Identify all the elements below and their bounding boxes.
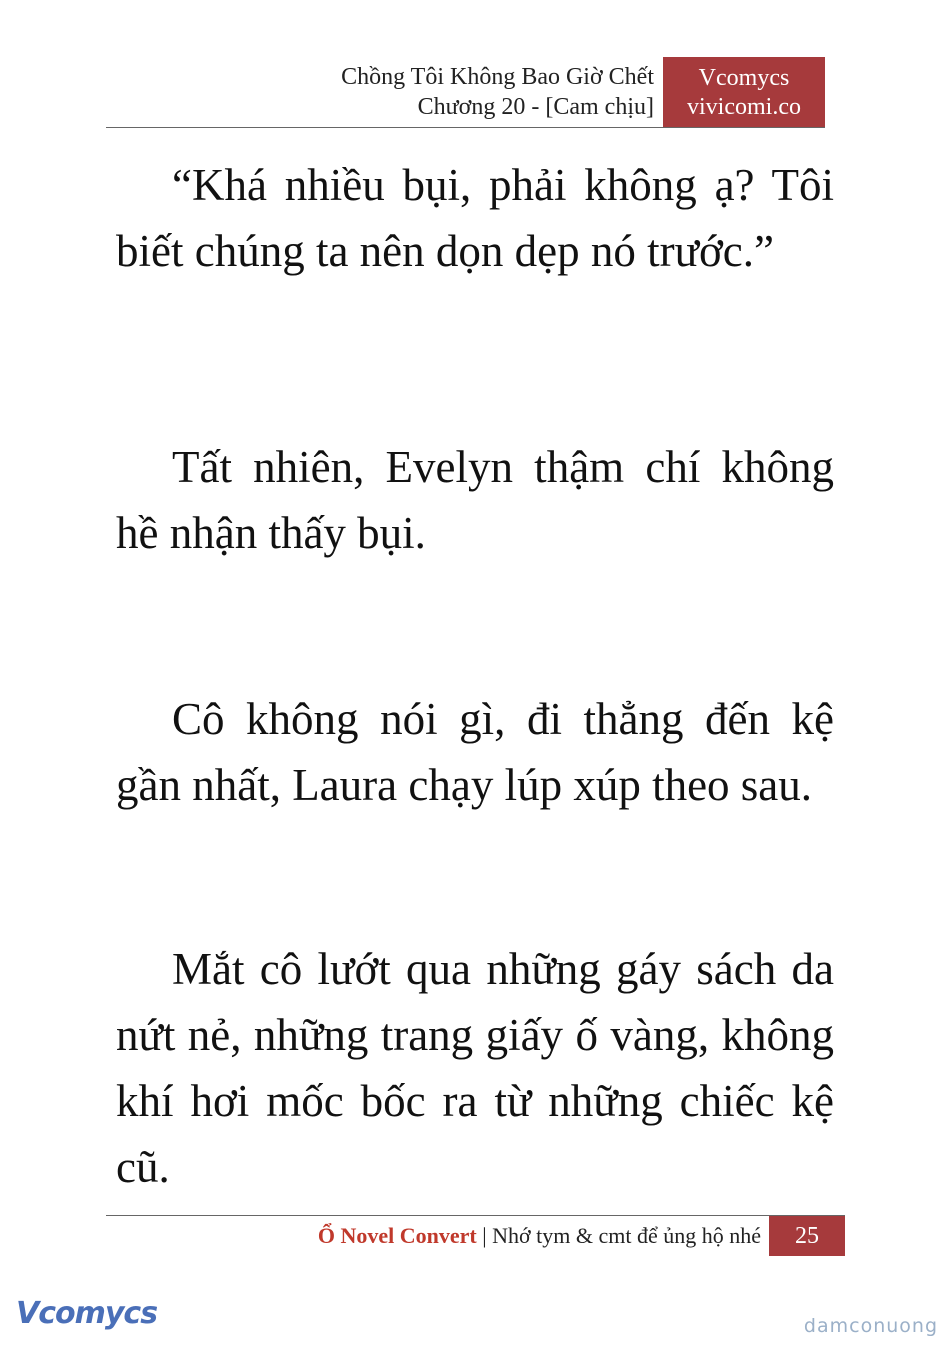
footer-brand: Ổ Novel Convert: [317, 1223, 477, 1248]
brand-site: vivicomi.co: [687, 94, 801, 120]
damconuong-watermark: damconuong: [803, 1315, 938, 1337]
footer-message: Nhớ tym & cmt để ủng hộ nhé: [492, 1223, 761, 1248]
chapter-title: Chương 20 - [Cam chịu]: [417, 94, 654, 120]
footer-divider: [106, 1215, 845, 1216]
header-title: [341, 62, 654, 122]
page-number: 25: [769, 1216, 845, 1256]
paragraph: Mắt cô lướt qua những gáy sách da nứt nẻ, những trang giấy ố vàng, không khí hơi mốc bốc ra từ những chiếc kệ cũ.: [116, 944, 834, 1192]
brand-badge: [663, 57, 825, 128]
paragraph: “Khá nhiều bụi, phải không ạ? Tôi biết chúng ta nên dọn dẹp nó trước.”: [116, 160, 834, 276]
footer-text: [318, 1220, 761, 1252]
brand-name: Vcomycs: [698, 65, 790, 91]
footer-separator: |: [482, 1223, 487, 1248]
book-title: Chồng Tôi Không Bao Giờ Chết: [341, 64, 654, 90]
paragraph: Tất nhiên, Evelyn thậm chí không hề nhận thấy bụi.: [116, 442, 834, 558]
story-body: [116, 152, 834, 1350]
vcomycs-watermark-logo: Vcomycs: [16, 1296, 158, 1331]
paragraph: Cô không nói gì, đi thẳng đến kệ gần nhất, Laura chạy lúp xúp theo sau.: [116, 694, 834, 810]
header-divider: [106, 127, 825, 128]
